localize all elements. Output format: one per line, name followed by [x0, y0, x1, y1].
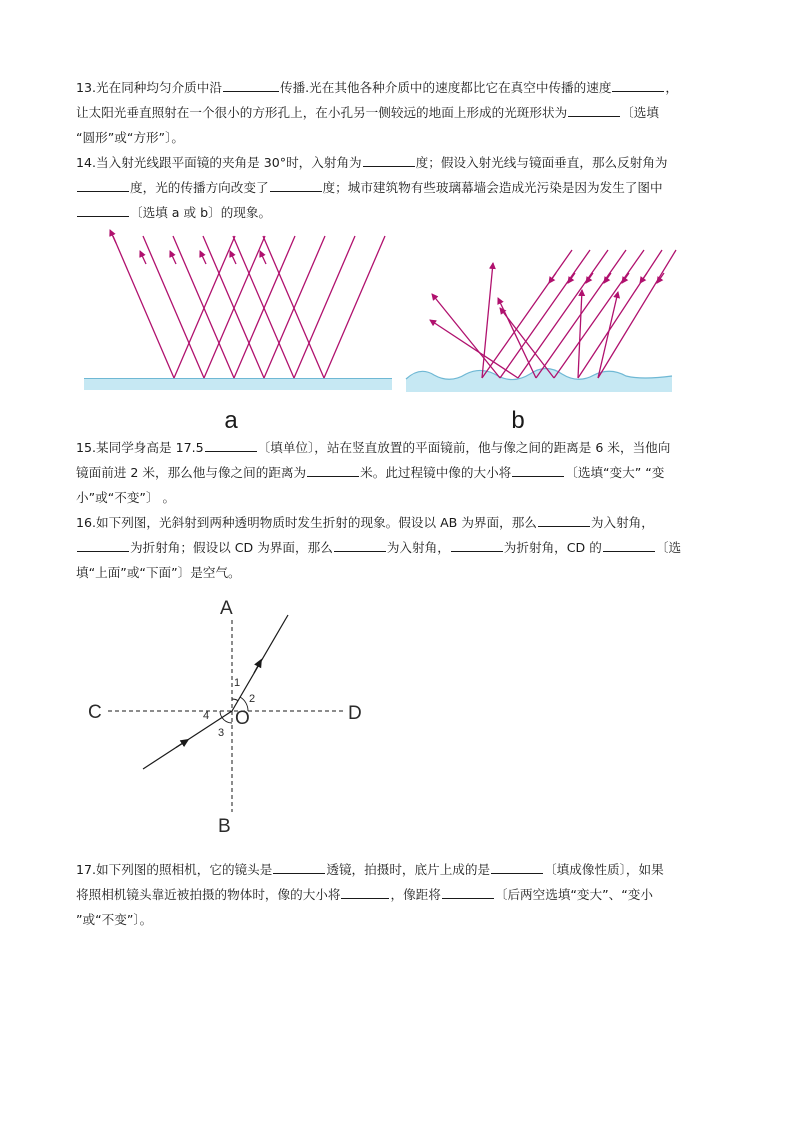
label-c: C	[88, 702, 102, 723]
rough-surface	[406, 369, 672, 393]
answer-blank[interactable]	[568, 103, 620, 117]
reflection-figure	[0, 228, 794, 434]
answer-blank[interactable]	[205, 438, 257, 452]
question-17: 17.如下列图的照相机，它的镜头是 透镜，拍摄时，底片上成的是 〔填成像性质〕，如果 将照相机镜头靠近被拍摄的物体时，像的大小将 ，像距将 〔后两空选填“变大”、“变小 ”或“不变”〕。	[76, 862, 664, 927]
answer-blank[interactable]	[341, 885, 389, 899]
answer-blank[interactable]	[512, 463, 564, 477]
angle-1: 1	[234, 677, 241, 689]
question-15: 15.某同学身高是 17.5 〔填单位〕，站在竖直放置的平面镜前，他与像之间的距离是 6 米，当他向 镜面前进 2 米，那么他与像之间的距离为 米。此过程镜中像的大小将 〔选填“变大” “变 小”或“不变”〕 。	[76, 440, 671, 505]
parallel-rays	[113, 236, 385, 378]
label-a: A	[220, 598, 233, 619]
angle-3: 3	[218, 727, 225, 739]
specular-reflection-diagram	[84, 230, 392, 434]
smooth-surface	[84, 378, 392, 390]
answer-blank[interactable]	[451, 538, 503, 552]
answer-blank[interactable]	[363, 153, 415, 167]
answer-blank[interactable]	[603, 538, 655, 552]
incident-arrow	[176, 741, 186, 748]
answer-blank[interactable]	[538, 513, 590, 527]
incident-ray	[143, 711, 232, 769]
label-d: D	[348, 703, 362, 724]
answer-blank[interactable]	[442, 885, 494, 899]
interface-lines	[108, 620, 344, 812]
label-o: O	[235, 708, 250, 729]
figure-label-a: a	[224, 407, 238, 434]
answer-blank[interactable]	[307, 463, 359, 477]
question-13: 13.光在同种均匀介质中沿 传播.光在其他各种介质中的速度都比它在真空中传播的速度 ， 让太阳光垂直照射在一个很小的方形孔上，在小孔另一侧较远的地面上形成的光斑形状为 〔选填 “圆形”或“方形”〕。	[76, 80, 679, 145]
answer-blank[interactable]	[612, 78, 664, 92]
light-ray	[143, 615, 288, 769]
angle-4: 4	[203, 710, 210, 722]
angle-2: 2	[249, 693, 256, 705]
answer-blank[interactable]	[223, 78, 279, 92]
answer-blank[interactable]	[77, 538, 129, 552]
answer-blank[interactable]	[77, 203, 129, 217]
answer-blank[interactable]	[77, 178, 129, 192]
label-b: B	[218, 816, 231, 837]
diffuse-reflection-diagram	[406, 250, 676, 434]
answer-blank[interactable]	[270, 178, 322, 192]
refracted-arrow	[254, 662, 260, 673]
refraction-figure	[0, 590, 794, 850]
axis-labels	[88, 598, 362, 837]
question-14: 14.当入射光线跟平面镜的夹角是 30°时，入射角为 度；假设入射光线与镜面垂直，那么反射角为 度，光的传播方向改变了 度；城市建筑物有些玻璃幕墙会造成光污染是因为发生了图中 〔选填 a 或 b〕的现象。	[76, 155, 668, 220]
answer-blank[interactable]	[334, 538, 386, 552]
question-16: 16.如下列图，光斜射到两种透明物质时发生折射的现象。假设以 AB 为界面，那么 为入射角， 为折射角；假设以 CD 为界面，那么 为入射角， 为折射角，CD 的 〔选 填“上面”或“下面”〕是空气。	[76, 515, 682, 580]
figure-label-b: b	[511, 407, 525, 434]
answer-blank[interactable]	[273, 860, 325, 874]
answer-blank[interactable]	[491, 860, 543, 874]
